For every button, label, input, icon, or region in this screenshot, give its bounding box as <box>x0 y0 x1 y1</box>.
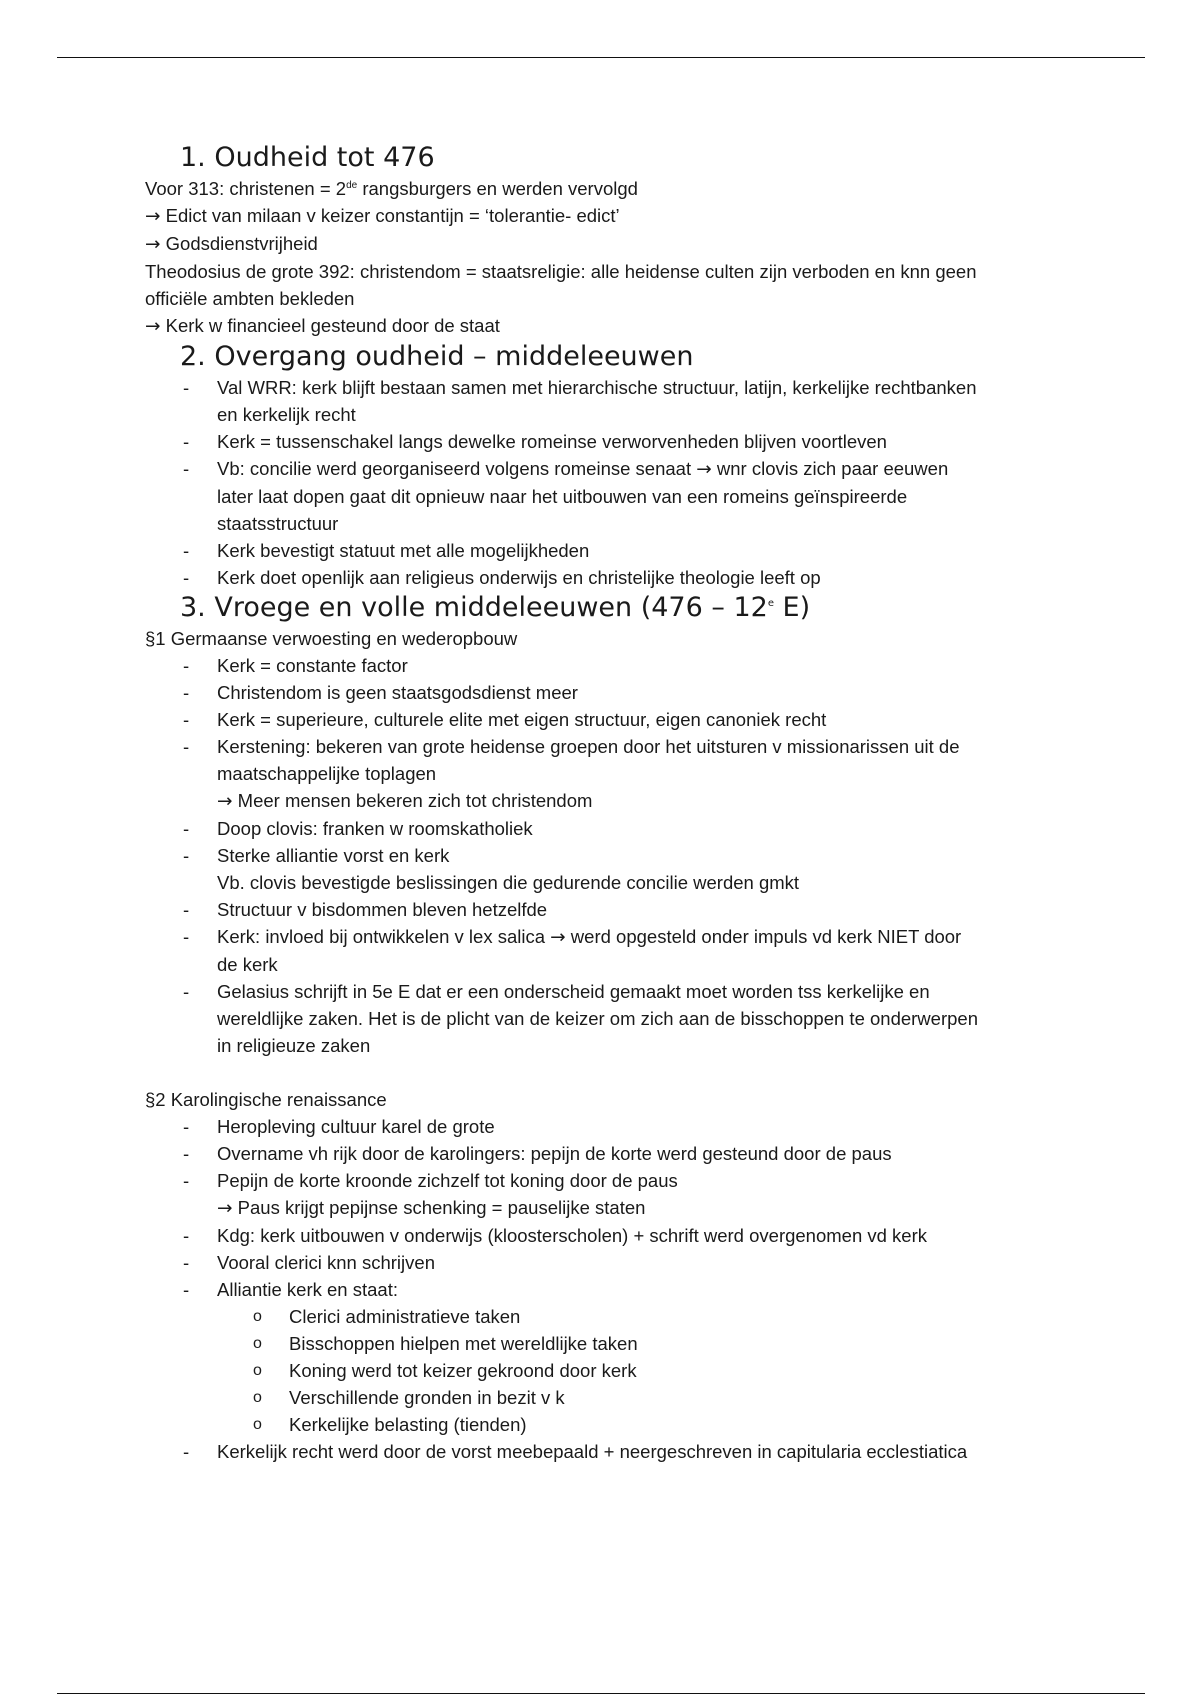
list-item: - Heropleving cultuur karel de grote <box>145 1113 1075 1140</box>
subsection-2-title: §2 Karolingische renaissance <box>145 1089 387 1110</box>
dash-bullet: - <box>183 1252 190 1273</box>
arrow-icon: → <box>550 927 566 948</box>
dash-bullet: - <box>183 1143 190 1164</box>
dash-bullet: - <box>183 709 190 730</box>
sub-list-item: o Kerkelijke belasting (tienden) <box>217 1411 1075 1438</box>
list-item: - Vb: concilie werd georganiseerd volgens romeinse senaat → wnr clovis zich paar eeuwen later laat dopen gaat dit opnieuw naar het uitbouwen van een romeins geïnspireerde staatsstructuur <box>145 455 1075 537</box>
dash-bullet: - <box>183 1116 190 1137</box>
subsection-1-list <box>145 652 1075 1059</box>
dash-bullet: - <box>183 655 190 676</box>
dash-bullet: - <box>183 818 190 839</box>
list-item: - Kerk: invloed bij ontwikkelen v lex salica → werd opgesteld onder impuls vd kerk NIET door de kerk <box>145 923 1075 978</box>
list-item: - Doop clovis: franken w roomskatholiek <box>145 815 1075 842</box>
paragraph-line: Voor 313: christenen = 2de rangsburgers en werden vervolgd <box>145 178 638 199</box>
dash-bullet: - <box>183 458 190 479</box>
sub-list-item: o Clerici administratieve taken <box>217 1303 1075 1330</box>
dash-bullet: - <box>183 377 190 398</box>
list-item: - Kerkelijk recht werd door de vorst meebepaald + neergeschreven in capitularia ecclestiatica <box>145 1438 1075 1465</box>
blank-line <box>145 1059 1075 1086</box>
arrow-icon: → <box>145 234 161 255</box>
list-item: - Kerk = superieure, culturele elite met eigen structuur, eigen canoniek recht <box>145 706 1075 733</box>
paragraph-line: → Godsdienstvrijheid <box>145 233 318 255</box>
dash-bullet: - <box>183 1170 190 1191</box>
dash-bullet: - <box>183 926 190 947</box>
sub-list-item: o Bisschoppen hielpen met wereldlijke taken <box>217 1330 1075 1357</box>
arrow-icon: → <box>145 316 161 337</box>
list-item: - Kdg: kerk uitbouwen v onderwijs (kloosterscholen) + schrift werd overgenomen vd kerk <box>145 1222 1075 1249</box>
arrow-icon: → <box>145 206 161 227</box>
sub-list <box>217 1303 1075 1438</box>
list-item: - Gelasius schrijft in 5e E dat er een onderscheid gemaakt moet worden tss kerkelijke en wereldlijke zaken. Het is de plicht van de keizer om zich aan de bisschoppen te onderwerpen in religieuze zaken <box>145 978 1075 1059</box>
circle-bullet: o <box>253 1335 262 1352</box>
dash-bullet: - <box>183 540 190 561</box>
section-2-heading: 2. Overgang oudheid – middeleeuwen <box>180 341 694 372</box>
circle-bullet: o <box>253 1389 262 1406</box>
list-item: - Vooral clerici knn schrijven <box>145 1249 1075 1276</box>
footer-rule <box>57 1693 1145 1694</box>
dash-bullet: - <box>183 845 190 866</box>
paragraph-line: → Kerk w financieel gesteund door de staat <box>145 315 500 337</box>
arrow-icon: → <box>696 459 712 480</box>
list-item: - Pepijn de korte kroonde zichzelf tot koning door de paus → Paus krijgt pepijnse schenking = pauselijke staten <box>145 1167 1075 1222</box>
list-item: - Kerk = tussenschakel langs dewelke romeinse verworvenheden blijven voortleven <box>145 428 1075 455</box>
dash-bullet: - <box>183 682 190 703</box>
list-item: - Alliantie kerk en staat: o Clerici administratieve taken o Bisschoppen hielpen met wereldlijke taken o Koning werd tot keizer gekroond door kerk o Verschillende gronden in bezit v k o Kerkelijke belasting (tienden) <box>145 1276 1075 1438</box>
dash-bullet: - <box>183 1279 190 1300</box>
section-1-heading: 1. Oudheid tot 476 <box>180 142 435 173</box>
section-2-list <box>145 374 1075 591</box>
subsection-2-list <box>145 1113 1075 1465</box>
list-item: - Overname vh rijk door de karolingers: pepijn de korte werd gesteund door de paus <box>145 1140 1075 1167</box>
dash-bullet: - <box>183 1441 190 1462</box>
sub-list-item: o Verschillende gronden in bezit v k <box>217 1384 1075 1411</box>
arrow-icon: → <box>217 1198 233 1219</box>
header-rule <box>57 57 1145 58</box>
document-body <box>145 141 1075 1465</box>
list-item: - Christendom is geen staatsgodsdienst meer <box>145 679 1075 706</box>
list-item: - Val WRR: kerk blijft bestaan samen met hierarchische structuur, latijn, kerkelijke rechtbanken en kerkelijk recht <box>145 374 1075 428</box>
list-item: - Kerk doet openlijk aan religieus onderwijs en christelijke theologie leeft op <box>145 564 1075 591</box>
section-3-heading: 3. Vroege en volle middeleeuwen (476 – 12e E) <box>180 592 811 623</box>
dash-bullet: - <box>183 981 190 1002</box>
sub-list-item: o Koning werd tot keizer gekroond door kerk <box>217 1357 1075 1384</box>
subsection-1-title: §1 Germaanse verwoesting en wederopbouw <box>145 628 518 649</box>
dash-bullet: - <box>183 736 190 757</box>
circle-bullet: o <box>253 1362 262 1379</box>
list-item: - Structuur v bisdommen bleven hetzelfde <box>145 896 1075 923</box>
circle-bullet: o <box>253 1308 262 1325</box>
dash-bullet: - <box>183 899 190 920</box>
dash-bullet: - <box>183 567 190 588</box>
paragraph-line: → Edict van milaan v keizer constantijn = ‘tolerantie- edict’ <box>145 205 620 227</box>
arrow-icon: → <box>217 791 233 812</box>
list-item: - Sterke alliantie vorst en kerk Vb. clovis bevestigde beslissingen die gedurende concilie werden gmkt <box>145 842 1075 896</box>
list-item: - Kerk = constante factor <box>145 652 1075 679</box>
circle-bullet: o <box>253 1416 262 1433</box>
dash-bullet: - <box>183 1225 190 1246</box>
list-item: - Kerk bevestigt statuut met alle mogelijkheden <box>145 537 1075 564</box>
paragraph-line: officiële ambten bekleden <box>145 288 355 309</box>
paragraph-line: Theodosius de grote 392: christendom = staatsreligie: alle heidense culten zijn verboden en knn geen <box>145 261 977 282</box>
dash-bullet: - <box>183 431 190 452</box>
list-item: - Kerstening: bekeren van grote heidense groepen door het uitsturen v missionarissen uit de maatschappelijke toplagen → Meer mensen bekeren zich tot christendom <box>145 733 1075 815</box>
